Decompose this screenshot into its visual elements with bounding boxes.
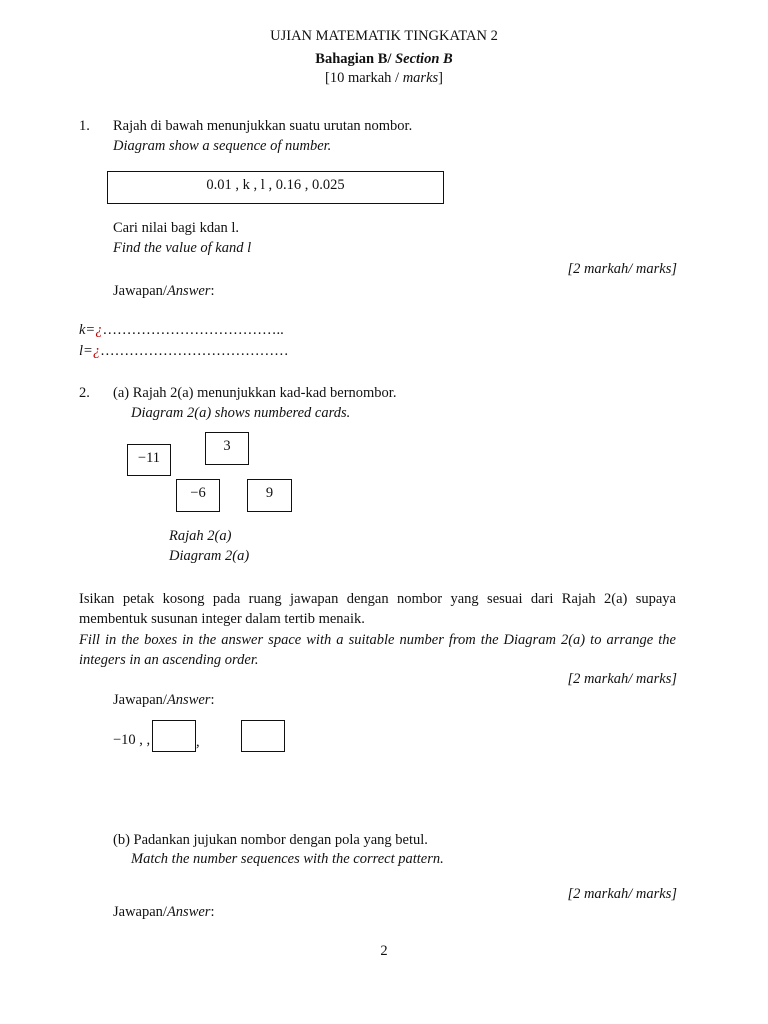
q1-marks: [2 markah/ marks] bbox=[567, 261, 677, 277]
total-marks-suffix: ] bbox=[438, 70, 443, 86]
q2a-line-en: Diagram 2(a) shows numbered cards. bbox=[131, 405, 351, 421]
l-mark: ¿ bbox=[92, 343, 101, 359]
card-value: −11 bbox=[137, 450, 161, 466]
total-marks-en: marks bbox=[402, 70, 439, 86]
section-label-ms: Bahagian B/ bbox=[315, 51, 392, 67]
k-dots: ……………………………….. bbox=[102, 322, 284, 338]
answer-sequence-start: −10 , , bbox=[113, 732, 151, 748]
total-marks bbox=[0, 70, 768, 87]
q1-answer-label bbox=[113, 283, 214, 300]
q1-find-ms: Cari nilai bagi kdan l. bbox=[113, 220, 240, 236]
card-value: 9 bbox=[265, 485, 274, 501]
q2b-answer-ms: Jawapan/ bbox=[113, 904, 167, 920]
section-heading bbox=[0, 51, 768, 68]
answer-box[interactable] bbox=[241, 720, 285, 752]
card bbox=[205, 432, 249, 465]
card-value: 3 bbox=[223, 438, 231, 454]
q2-answer-en: Answer bbox=[166, 692, 211, 708]
k-answer-line bbox=[79, 322, 284, 339]
q2-instruction-ms: Isikan petak kosong pada ruang jawapan dengan nombor yang sesuai dari Rajah 2(a) supaya membentuk susunan integer dalam tertib menaik. bbox=[79, 591, 676, 627]
diagram-caption-en: Diagram 2(a) bbox=[169, 548, 250, 564]
l-label: l= bbox=[79, 343, 93, 359]
q1-answer-ms: Jawapan/ bbox=[113, 283, 167, 299]
q2-answer-label bbox=[113, 692, 214, 709]
q2-answer-colon: : bbox=[210, 692, 215, 708]
card bbox=[127, 444, 171, 476]
q2b-answer-colon: : bbox=[210, 904, 215, 920]
q1-find-en: Find the value of kand l bbox=[113, 240, 252, 256]
k-label: k= bbox=[79, 322, 96, 338]
page-number: 2 bbox=[380, 943, 388, 959]
answer-box[interactable] bbox=[152, 720, 196, 752]
q2b-line-ms: (b) Padankan jujukan nombor dengan pola yang betul. bbox=[113, 832, 428, 848]
q2b-answer-en: Answer bbox=[166, 904, 211, 920]
section-label-en: Section B bbox=[395, 51, 453, 67]
answer-comma: , bbox=[196, 734, 200, 750]
q2a-line-ms: (a) Rajah 2(a) menunjukkan kad-kad bernombor. bbox=[113, 385, 397, 401]
l-dots: ………………………………… bbox=[100, 343, 289, 359]
page-title: UJIAN MATEMATIK TINGKATAN 2 bbox=[270, 28, 498, 44]
q1-answer-colon: : bbox=[210, 283, 215, 299]
diagram-caption-ms: Rajah 2(a) bbox=[169, 528, 232, 544]
total-marks-prefix: [10 markah / bbox=[324, 70, 403, 86]
q1-line-en: Diagram show a sequence of number. bbox=[113, 138, 332, 154]
q2-answer-ms: Jawapan/ bbox=[113, 692, 167, 708]
q2-number: 2. bbox=[79, 385, 90, 401]
sequence-box bbox=[107, 171, 444, 204]
card bbox=[176, 479, 220, 512]
q1-answer-en: Answer bbox=[166, 283, 211, 299]
card-value: −6 bbox=[190, 485, 206, 501]
sequence-text: 0.01 , k , l , 0.16 , 0.025 bbox=[206, 177, 345, 193]
card bbox=[247, 479, 292, 512]
l-answer-line bbox=[79, 343, 289, 360]
q1-line-ms: Rajah di bawah menunjukkan suatu urutan nombor. bbox=[113, 118, 413, 134]
q2b-answer-label bbox=[113, 904, 214, 921]
q1-number: 1. bbox=[79, 118, 90, 134]
q2-instruction-en: Fill in the boxes in the answer space with a suitable number from the Diagram 2(a) to arrange the integers in an ascending order. bbox=[79, 632, 676, 668]
k-mark: ¿ bbox=[95, 322, 103, 338]
q2b-marks: [2 markah/ marks] bbox=[567, 886, 677, 902]
q2a-marks: [2 markah/ marks] bbox=[567, 671, 677, 687]
q2b-line-en: Match the number sequences with the correct pattern. bbox=[131, 851, 444, 867]
